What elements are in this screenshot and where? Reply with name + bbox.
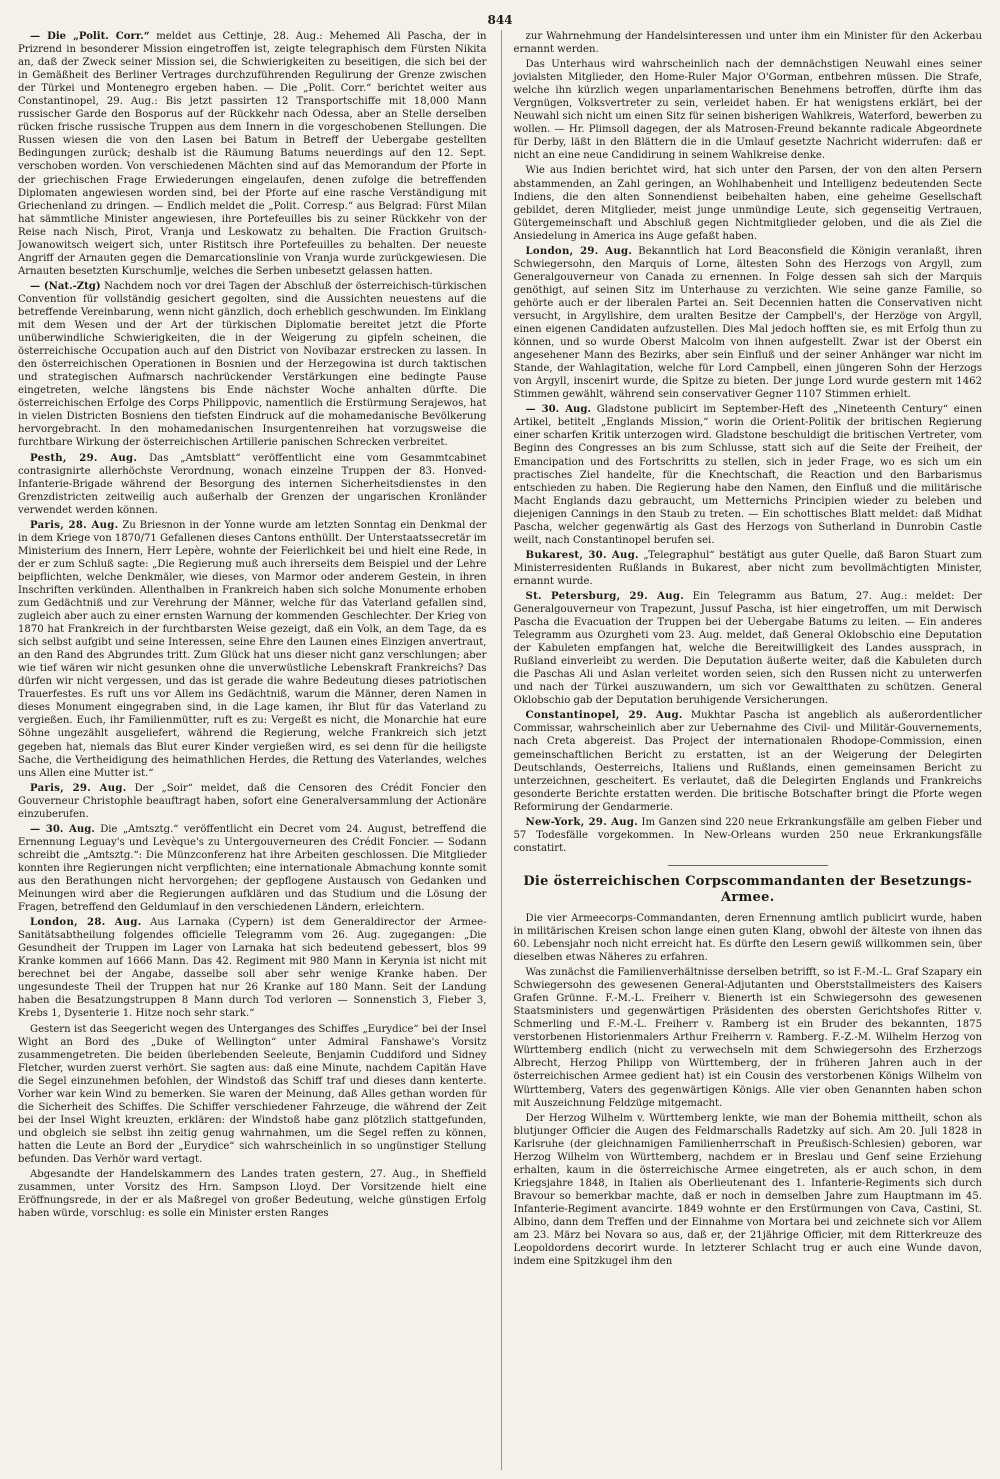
article	[514, 709, 983, 813]
article	[18, 519, 487, 780]
article-dateline: St. Petersburg, 29. Aug.	[525, 590, 685, 602]
article-dateline: Paris, 28. Aug.	[30, 519, 119, 531]
left-column	[18, 30, 487, 1470]
article	[18, 1168, 487, 1220]
article-dateline: London, 29. Aug.	[525, 245, 633, 257]
page-number: 844	[487, 13, 513, 27]
section-paragraph: Die vier Armeecorps-Commandanten, deren Ernennung amtlich publicirt wurde, haben in militärischen Kreisen schon lange einen guten Klang, obwohl der älteste von ihnen das 60. Lebensjahr noch nicht erreicht hat. Es dürfte den Lesern gewiß willkommen sein, über dieselben etwas Näheres zu erfahren.	[513, 912, 982, 964]
article	[514, 30, 983, 56]
article-lead: — Die „Polit. Corr.“	[30, 31, 150, 42]
article	[514, 58, 983, 162]
article-text: Nachdem noch vor drei Tagen der Abschluß der österreichisch-türkischen Convention für vollständig gesichert gegolten, sind die Aussichten neuestens auf die betreffende Vereinbarung, wenn nicht gänzlich, doch erheblich geschwunden. Im Einklang mit dem Wesen und der Art der türkischen Diplomatie bereitet jetzt die Pforte unüberwindliche Schwierigkeiten, die in der Weigerung zu gipfeln scheinen, die österreichische Occupation auch auf den District von Novibazar erstrecken zu lassen. In den österreichischen Operationen in Bosnien und der Herzegowina ist durch taktischen und strategischen Aufmarsch nachrückender Verstärkungen eine bedingte Pause eingetreten, welche längstens bis Ende nächster Woche anhalten dürfte. Die österreichischen Erfolge des Corps Philippovic, namentlich die Erstürmung Serajewos, hat in vielen Districten Bosniens den tiefsten Eindruck auf die mohamedanische Bevölkerung hervorgebracht. In den mohamedanischen Insurgentenreihen hat vorzugsweise die furchtbare Wirkung der österreichischen Artillerie panischen Schrecken verbreitet.	[18, 280, 487, 449]
article-text: Aus Larnaka (Cypern) ist dem Generaldirector der Armee-Sanitätsabtheilung folgendes officielle Telegramm vom 26. Aug. zugegangen: „Die Gesundheit der Truppen im Lager von Larnaka hat sich bedeutend gebessert, blos 99 Kranke kommen auf 1666 Mann. Das 42. Regiment mit 980 Mann in Kerynia ist nicht mit berechnet bei der Angabe, dasselbe soll aber sehr wenige Kranke haben. Der ungesundeste Theil der Truppen hat nur 26 Kranke auf 180 Mann. Seit der Landung haben die Besatzungstruppen 8 Mann durch Tod verloren — Sonnenstich 3, Fieber 3, Krebs 1, Dysenterie 1. Hitze noch sehr stark.“	[18, 917, 487, 1020]
article-text: meldet aus Cettinje, 28. Aug.: Mehemed Ali Pascha, der in Prizrend in besonderer Mission eingetroffen ist, zeigte telegraphisch dem Fürsten Nikita an, daß der Zweck seiner Mission sei, die Schwierigkeiten zu beseitigen, die sich bei der in Gemäßheit des Berliner Vertrages durchzuführenden Regulirung der Grenze zwischen der Türkei und Montenegro ergeben haben. — Die „Polit. Corr.“ berichtet weiter aus Constantinopel, 29. Aug.: Bis jetzt passirten 12 Transportschiffe mit 18,000 Mann russischer Garde den Bosporus auf der Rückkehr nach Odessa, aber an Stelle derselben rücken frische russische Truppen aus dem Innern in die vorgeschobenen Stellungen. Die Russen wiesen die von den Lasen bei Batum in Betreff der Uebergabe gestellten Bedingungen zurück; deshalb ist die Räumung Batums neuerdings auf den 12. Sept. verschoben worden. Von verschiedenen Mächten sind auf das Memorandum der Pforte in der griechischen Frage Erwiederungen eingelaufen, denen zufolge die betreffenden Diplomaten angewiesen worden sind, bei der Pforte auf eine rasche Verständigung mit Griechenland zu dringen. — Endlich meldet die „Polit. Corresp.“ aus Belgrad: Fürst Milan hat sämmtliche Minister angewiesen, ihre Portefeuilles bis zu seiner Rückkehr von der Reise nach Nisch, Pirot, Vranja und Leskowatz zu behalten. Die Fraction Gruitsch-Jowanowitsch weigert sich, unter Ristitsch ihre Portefeuilles zu behalten. Der neueste Angriff der Arnauten gegen die Demarcationslinie von Vranja wurde zurückgewiesen. Die Arnauten besetzten Kurschumlje, welches die Serben unbesetzt gelassen hatten.	[18, 31, 487, 277]
article-lead: — (Nat.-Ztg)	[30, 280, 101, 292]
article	[514, 403, 983, 547]
section-divider	[668, 865, 828, 866]
article-text: Zu Briesnon in der Yonne wurde am letzten Sonntag ein Denkmal der in dem Kriege von 1870/71 Gefallenen dieses Cantons enthüllt. Der Unterstaatssecretär im Ministerium des Innern, Herr Lepère, wohnte der Feierlichkeit bei und hielt eine Rede, in der er zum Schluß sagte: „Die Regierung muß auch ihrerseits dem Beispiel und der Lehre beipflichten, welche Denkmäler, wie dieses, von Marmor oder anderem Gestein, in ihren Inschriften verkünden. Allenthalben in Frankreich haben sich solche Monumente erhoben zum Gedächtniß und zur Verehrung der Männer, welche für das Vaterland gefallen sind, zugleich aber auch zu einer ernsten Warnung der kommenden Geschlechter. Der Krieg von 1870 hat Frankreich in der furchtbarsten Weise gezeigt, daß ein Volk, an dem Tage, da es sich selbst aufgibt und seine Interessen, seine Ehre den Launen eines Einzigen anvertraut, an den Rand des Abgrundes tritt. Zum Glück hat uns dieser nicht ganz verschlungen; aber wie tief wären wir nicht gesunken ohne die unverwüstliche Lebenskraft Frankreichs? Das dürfen wir nicht vergessen, und das ist gerade die wahre Bedeutung dieses patriotischen Trauerfestes. Es ruft uns vor Allem ins Gedächtniß, warum die Männer, deren Namen in dieses Monument eingegraben sind, in die Lage kamen, ihr Blut für das Vaterland zu vergießen. Euch, ihr Familienmütter, ruft es zu: Vergeßt es nicht, die Monarchie hat eure Söhne ungezählt ausgeliefert, während die Regierung, welche Frankreich sich jetzt gegeben hat, niemals das Blut eurer Kinder vergießen wird, es sei denn für die heiligste Sache, die Vertheidigung des heimathlichen Herdes, die Rettung des Vaterlandes, welches uns Allen eine Mutter ist.“	[18, 519, 487, 779]
article-text: Die „Amtsztg.“ veröffentlicht ein Decret vom 24. August, betreffend die Ernennung Leguay's und Levèque's zu Untergouverneuren des Crédit Foncier. — Sodann schreibt die „Amtsztg.“: Die Münzconferenz hat ihre Arbeiten geschlossen. Die Mitglieder konnten ihre Regierungen nicht verpflichten; eine internationale Abmachung konnte somit aus den Berathungen nicht hervorgehen; der gepflogene Austausch von Gedanken und Meinungen wird aber die Regierungen aufklären und das Studium und die Lösung der Fragen, betreffend den Geldumlauf in den verschiedenen Ländern, erleichtern.	[18, 823, 487, 914]
section-title: Die österreichischen Corpscommandanten der Besetzungs-Armee.	[523, 873, 973, 905]
article	[18, 280, 487, 450]
right-articles	[514, 30, 983, 855]
article	[18, 916, 487, 1020]
article	[18, 452, 487, 517]
article	[514, 590, 983, 707]
section-paragraph: Was zunächst die Familienverhältnisse derselben betrifft, so ist F.-M.-L. Graf Szapary ein Schwiegersohn des gewesenen General-Adjutanten und Oberststallmeisters des Kaisers Grafen Grünne. F.-M.-L. Freiherr v. Bienerth ist ein Schwiegersohn des gewesenen Staatsministers und gegenwärtigen Präsidenten des obersten Gerichtshofes Ritter v. Schmerling und F.-M.-L. Freiherr v. Ramberg ist ein Bruder des bekannten, 1875 verstorbenen Historienmalers Arthur Freiherrn v. Ramberg. F.-Z.-M. Wilhelm Herzog von Württemberg endlich (nicht zu verwechseln mit dem Schwiegersohn des Erzherzogs Albrecht, Herzog Philipp von Württemberg, der in früheren Jahren auch in der österreichischen Armee gedient hat) ist ein Cousin des verstorbenen Königs Wilhelm von Württemberg, Vaters des gegenwärtigen Königs. Alle vier oben Genannten haben schon mit Auszeichnung Feldzüge mitgemacht.	[513, 967, 982, 1109]
article-lead: — 30. Aug.	[30, 823, 95, 835]
article-text: Gladstone publicirt im September-Heft des „Nineteenth Century“ einen Artikel, betitelt „Englands Mission,“ worin die Orient-Politik der britischen Regierung einer scharfen Kritik unterzogen wird. Gladstone beschuldigt die britischen Vertreter, vom Beginn des Congresses an bis zum Schlusse, statt sich auf die Seite der Freiheit, der Emancipation und des Fortschritts zu stellen, sich in jeder Frage, wo es sich um ein practisches Ziel handelte, für die Knechtschaft, die Reaction und den Barbarismus entschieden zu haben. Die Regierung habe den Namen, den Einfluß und die militärische Macht Englands dazu gebraucht, um Metternichs Principien wieder zu beleben und diejenigen Cannings in den Staub zu treten. — Ein schottisches Blatt meldet: daß Midhat Pascha, welcher gegenwärtig als Gast des Herzogs von Sutherland in Dunrobin Castle weilt, nach Constantinopel berufen sei.	[513, 404, 982, 546]
right-column	[501, 30, 983, 1470]
article	[514, 816, 983, 855]
article	[514, 245, 983, 402]
article-dateline: Pesth, 29. Aug.	[30, 452, 138, 464]
article-dateline: London, 28. Aug.	[30, 917, 142, 929]
article-dateline: New-York, 29. Aug.	[525, 816, 639, 828]
article-text: Ein Telegramm aus Batum, 27. Aug.: meldet: Der Generalgouverneur von Trapezunt, Jussuf Pascha, ist hier eingetroffen, um mit Derwisch Pascha die Evacuation der Truppen bei der Uebergabe Batums zu leiten. — Ein anderes Telegramm aus Ozurgheti vom 23. Aug. meldet, daß General Oklobschio eine Deputation der Kabuleten empfangen hat, welche die Bereitwilligkeit des Landes aussprach, in Rußland einverleibt zu werden. Die Deputation äußerte weiter, daß die Kabuleten durch die Paschas Ali und Aslan verleitet worden seien, sich den Russen nicht zu unterwerfen und nach der Türkei auszuwandern, um sich vor Gewaltthaten zu schützen. General Oklobschio gab der Deputation beruhigende Versicherungen.	[513, 590, 982, 707]
article-text: „Telegraphul“ bestätigt aus guter Quelle, daß Baron Stuart zum Ministerresidenten Rußlands in Bukarest, aber nicht zum bevollmächtigten Minister, ernannt wurde.	[513, 549, 982, 587]
article-text: Bekanntlich hat Lord Beaconsfield die Königin veranlaßt, ihren Schwiegersohn, den Marquis of Lorne, ältesten Sohn des Herzogs von Argyll, zum Generalgouverneur von Canada zu ernennen. In Folge dessen sah sich der Marquis genöthigt, auf seinen Sitz im Unterhause zu verzichten. Wie seine ganze Familie, so gehörte auch er der liberalen Partei an. Seit Decennien hatten die Conservativen nicht versucht, in Argyllshire, dem uralten Besitze der Campbell's, der Herzöge von Argyll, einen eigenen Candidaten aufzustellen. Dies Mal jedoch hofften sie, es mit Erfolg thun zu können, und so wurde Oberst Malcolm von ihnen aufgestellt. Zwar ist der Oberst ein angesehener Mann des Bezirks, aber sein Einfluß und der seiner Anhänger war nicht im Stande, der Wahlagitation, welche für Lord Campbell, einen jüngeren Sohn der Herzogs von Argyll, inscenirt wurde, die Spitze zu bieten. Der junge Lord wurde gestern mit 1462 Stimmen gewählt, während sein conservativer Gegner 1107 Stimmen erhielt.	[513, 245, 982, 401]
article-text: Das „Amtsblatt“ veröffentlicht eine vom Gesammtcabinet contrasignirte allerhöchste Verordnung, wonach einzelne Truppen der 83. Honved-Infanterie-Brigade während der Besorgung des internen Sicherheitsdienstes in den Grenzdistricten zeitweilig auch außerhalb der Grenzen der ungarischen Kronländer verwendet werden können.	[18, 452, 487, 516]
article-text: Mukhtar Pascha ist angeblich als außerordentlicher Commissar, wahrscheinlich aber zur Uebernahme des Civil- und Militär-Gouvernements, nach Creta abgereist. Das Project der internationalen Rhodope-Commission, einen gemeinschaftlichen Bericht zu erstatten, ist an der Weigerung der Delegirten Deutschlands, Oesterreichs, Italiens und Rußlands, einen gemeinsamen Bericht zu unterzeichnen, gescheitert. Es verlautet, daß die Delegirten Englands und Frankreichs gesonderte Berichte erstatten werden. Die britische Botschafter bringt die Pforte wegen Reformirung der Gendarmerie.	[513, 710, 982, 813]
article	[514, 549, 983, 588]
article-text: Gestern ist das Seegericht wegen des Unterganges des Schiffes „Eurydice“ bei der Insel Wight an Bord des „Duke of Wellington“ unter Admiral Fanshawe's Vorsitz zusammengetreten. Die beiden überlebenden Seeleute, Benjamin Cuddiford und Sidney Fletcher, wurden zuerst verhört. Sie sagten aus: daß eine Minute, nachdem Capitän Have die Segel einzunehmen befohlen, der Windstoß das Schiff traf und dieses dann kenterte. Vorher war kein Wind zu bemerken. Sie waren der Meinung, daß Alles gethan worden für die Sicherheit des Schiffes. Die Schiffer verschiedener Fahrzeuge, die während der Zeit bei der Insel Wight kreuzten, erklären: der Windstoß habe ganz plötzlich stattgefunden, und obgleich sie selbst ihn zeitig genug wahrnahmen, um die Segel reffen zu können, hatten die Leute an Bord der „Eurydice“ sich wahrscheinlich in so ungünstiger Stellung befunden. Das Verhör ward vertagt.	[18, 1023, 487, 1165]
article	[18, 782, 487, 821]
article-dateline: Bukarest, 30. Aug.	[525, 549, 639, 561]
section-body	[514, 912, 983, 1268]
columns	[18, 30, 982, 1470]
article-text: zur Wahrnehmung der Handelsinteressen und unter ihm ein Minister für den Ackerbau ernannt werden.	[513, 31, 982, 56]
article-dateline: Paris, 29. Aug.	[30, 782, 127, 794]
article	[18, 30, 487, 278]
article	[18, 823, 487, 914]
article-text: Das Unterhaus wird wahrscheinlich nach der demnächstigen Neuwahl eines seiner jovialsten Mitglieder, den Home-Ruler Major O'Gorman, entbehren müssen. Die Strafe, welche ihn kürzlich wegen unparlamentarischen Benehmens betroffen, dürfte ihm das Vergnügen, Volksvertreter zu sein, verleidet haben. Er hat wenigstens erklärt, bei der Neuwahl sich nicht um einen Sitz für seinen bisherigen Wahlkreis, Waterford, bewerben zu wollen. — Hr. Plimsoll dagegen, der als Matrosen-Freund bekannte radicale Abgeordnete für Derby, läßt in den Blättern die in die Umlauf gesetzte Nachricht widerrufen: daß er nicht an eine neue Candidirung in seinem Wahlkreise denke.	[513, 59, 982, 162]
article	[514, 164, 983, 242]
article	[18, 1023, 487, 1167]
article-dateline: Constantinopel, 29. Aug.	[525, 710, 683, 722]
article-text: Wie aus Indien berichtet wird, hat sich unter den Parsen, der von den alten Persern abstammenden, an Zahl geringen, an Wohlhabenheit und Intelligenz bedeutenden Secte Indiens, die den alten Sonnendienst beibehalten haben, eine geheime Gesellschaft gebildet, deren Mitglieder, meist junge unmündige Leute, sich gegenseitig Vertrauen, Gütergemeinschaft und Abschluß gegen Nichtmitglieder geloben, und die als Ziel die Ansiedelung in America ins Auge gefaßt haben.	[513, 165, 982, 242]
article-lead: — 30. Aug.	[525, 404, 591, 416]
article-text: Der „Soir“ meldet, daß die Censoren des Crédit Foncier den Gouverneur Christophle beauftragt haben, sofort eine Generalversammlung der Actionäre einzuberufen.	[18, 782, 487, 820]
article-text: Abgesandte der Handelskammern des Landes traten gestern, 27. Aug., in Sheffield zusammen, unter Vorsitz des Hrn. Sampson Lloyd. Der Vorsitzende hielt eine Eröffnungsrede, in der er als Maßregel von großer Bedeutung, welche günstigen Erfolg haben würde, vorschlug: es solle ein Minister ersten Ranges	[18, 1169, 487, 1220]
section-paragraph: Der Herzog Wilhelm v. Württemberg lenkte, wie man der Bohemia mittheilt, schon als blutjunger Officier die Augen des Feldmarschalls Radetzky auf sich. Am 20. Juli 1828 in Karlsruhe (der gleichnamigen Familienherrschaft in Preußisch-Schlesien) geboren, war Herzog Wilhelm von Württemberg, nachdem er in Breslau und Genf seine Erziehung erhalten, kaum in die österreichische Armee eingetreten, als er auch schon, in dem Kriegsjahre 1848, in Italien als Oberlieutenant des 1. Infanterie-Regiments sich durch Bravour so bemerkbar machte, daß er noch in demselben Jahre zum Hauptmann im 45. Infanterie-Regiment avancirte. 1849 wohnte er den Erstürmungen von Cava, Castini, St. Albino, dann dem Treffen und der Einnahme von Mortara bei und zeichnete sich vor Allem am 23. März bei Novara so aus, daß er, der 21jährige Officier, mit dem Ritterkreuze des Leopoldordens decorirt wurde. In letzterer Schlacht trug er auch eine Wunde davon, indem eine Spitzkugel ihm den	[513, 1112, 982, 1268]
article-text: Im Ganzen sind 220 neue Erkrankungsfälle am gelben Fieber und 57 Todesfälle vorgekommen. In New-Orleans wurden 250 neue Erkrankungsfälle constatirt.	[513, 816, 982, 854]
